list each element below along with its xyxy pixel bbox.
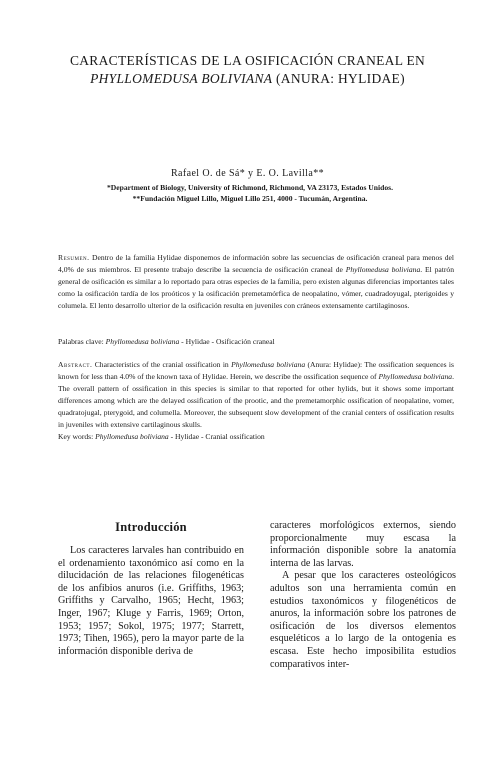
palabras-label: Palabras clave:	[58, 337, 106, 346]
abstract-label: Abstract.	[58, 360, 93, 369]
palabras-rest: - Hylidae - Osificación craneal	[179, 337, 275, 346]
section-heading: Introducción	[115, 520, 187, 534]
key-words	[58, 432, 265, 441]
affiliation-1: *Department of Biology, University of Richmond, Richmond, VA 23173, Estados Unidos.	[107, 183, 393, 192]
keywords-species: Phyllomedusa boliviana	[95, 432, 169, 441]
palabras-species: Phyllomedusa boliviana	[105, 337, 180, 346]
authors: Rafael O. de Sá* y E. O. Lavilla**	[170, 168, 324, 179]
abstract-text-a: Characteristics of the cranial ossification in	[92, 360, 232, 369]
title-line-1: CARACTERÍSTICAS DE LA OSIFICACIÓN CRANEAL EN	[69, 53, 426, 68]
resumen-text-a: Dentro de la familia Hylidae disponemos de información sobre las secuencias de osificación craneal para menos del 4,0% de sus miembros. El presente trabajo describe la secuencia de osificación craneal de	[58, 253, 454, 274]
right-paragraph-2: A pesar que los caracteres osteológicos adultos son una herramienta común en estudios taxonómicos y filogenéticos de anuros, la información sobre los patrones de osificación de los diversos elementos esqueléticos a lo largo de la ontogenia es escasa. Este hecho imposibilita estudios comparativos inter-	[270, 570, 456, 670]
keywords-rest: - Hylidae - Cranial ossification	[168, 432, 265, 441]
title-line-2	[40, 70, 455, 88]
palabras-clave	[58, 337, 275, 346]
abstract	[58, 359, 454, 431]
title-taxon: (ANURA: HYLIDAE)	[272, 71, 405, 86]
resumen-label: Resumen.	[58, 253, 90, 262]
abstract-text-c: . The overall pattern of ossification in this species is similar to that reported for other hylids, but it shows some important differences among which are the delayed ossification of the prootic, and the premetamorphic ossification of neopalatine, vomer, quadratojugal, pterygoid, and columella. Moreover, the subsequent slow development of the cranial centers of ossification results in juveniles with extensive cartilaginous skulls.	[58, 372, 454, 429]
body-right-column	[270, 520, 456, 671]
affiliation-2: **Fundación Miguel Lillo, Miguel Lillo 251, 4000 - Tucumán, Argentina.	[132, 194, 368, 203]
affiliations	[40, 182, 460, 204]
title-species: PHYLLOMEDUSA BOLIVIANA	[90, 71, 273, 86]
abstract-species-1: Phyllomedusa boliviana	[231, 360, 306, 369]
resumen-species: Phyllomedusa boliviana	[345, 265, 421, 274]
resumen	[58, 252, 454, 312]
abstract-species-2: Phyllomedusa boliviana	[378, 372, 453, 381]
body-left-column: Los caracteres larvales han contribuido en el ordenamiento taxonómico así como en la dilucidación de las relaciones filogenéticas de los anfibios anuros (i.e. Griffiths, 1963; Griffiths y Carvalho, 1965; Hecht, 1963; Inger, 1967; Kluge y Farris, 1969; Orton, 1953; 1957; Sokol, 1975; 1977; Starrett, 1973; Tihen, 1965), pero la mayor parte de la información disponible deriva de	[58, 545, 244, 657]
keywords-label: Key words:	[58, 432, 96, 441]
paper-title	[40, 52, 455, 88]
resumen-text-b: . El patrón general de osificación es similar a lo reportado para otras especies de la familia, pero existen algunas diferencias importantes tales como la osificación tardía de los proóticos y la osificación premetamórfica de neopalatino, vómer, cuadradoyugal, pterigoides y columela. El lento desarrollo ulterior de la osificación resulta en juveniles con cráneos extensamente cartilaginosos.	[58, 265, 455, 310]
right-paragraph-1: caracteres morfológicos externos, siendo proporcionalmente muy escasa la información disponible sobre la anatomía interna de las larvas.	[270, 520, 456, 569]
abstract-text-b: (Anura: Hylidae): The ossification sequences is known for less than 4.0% of the known taxa of Hylidae. Herein, we describe the ossification sequence of	[58, 360, 455, 381]
